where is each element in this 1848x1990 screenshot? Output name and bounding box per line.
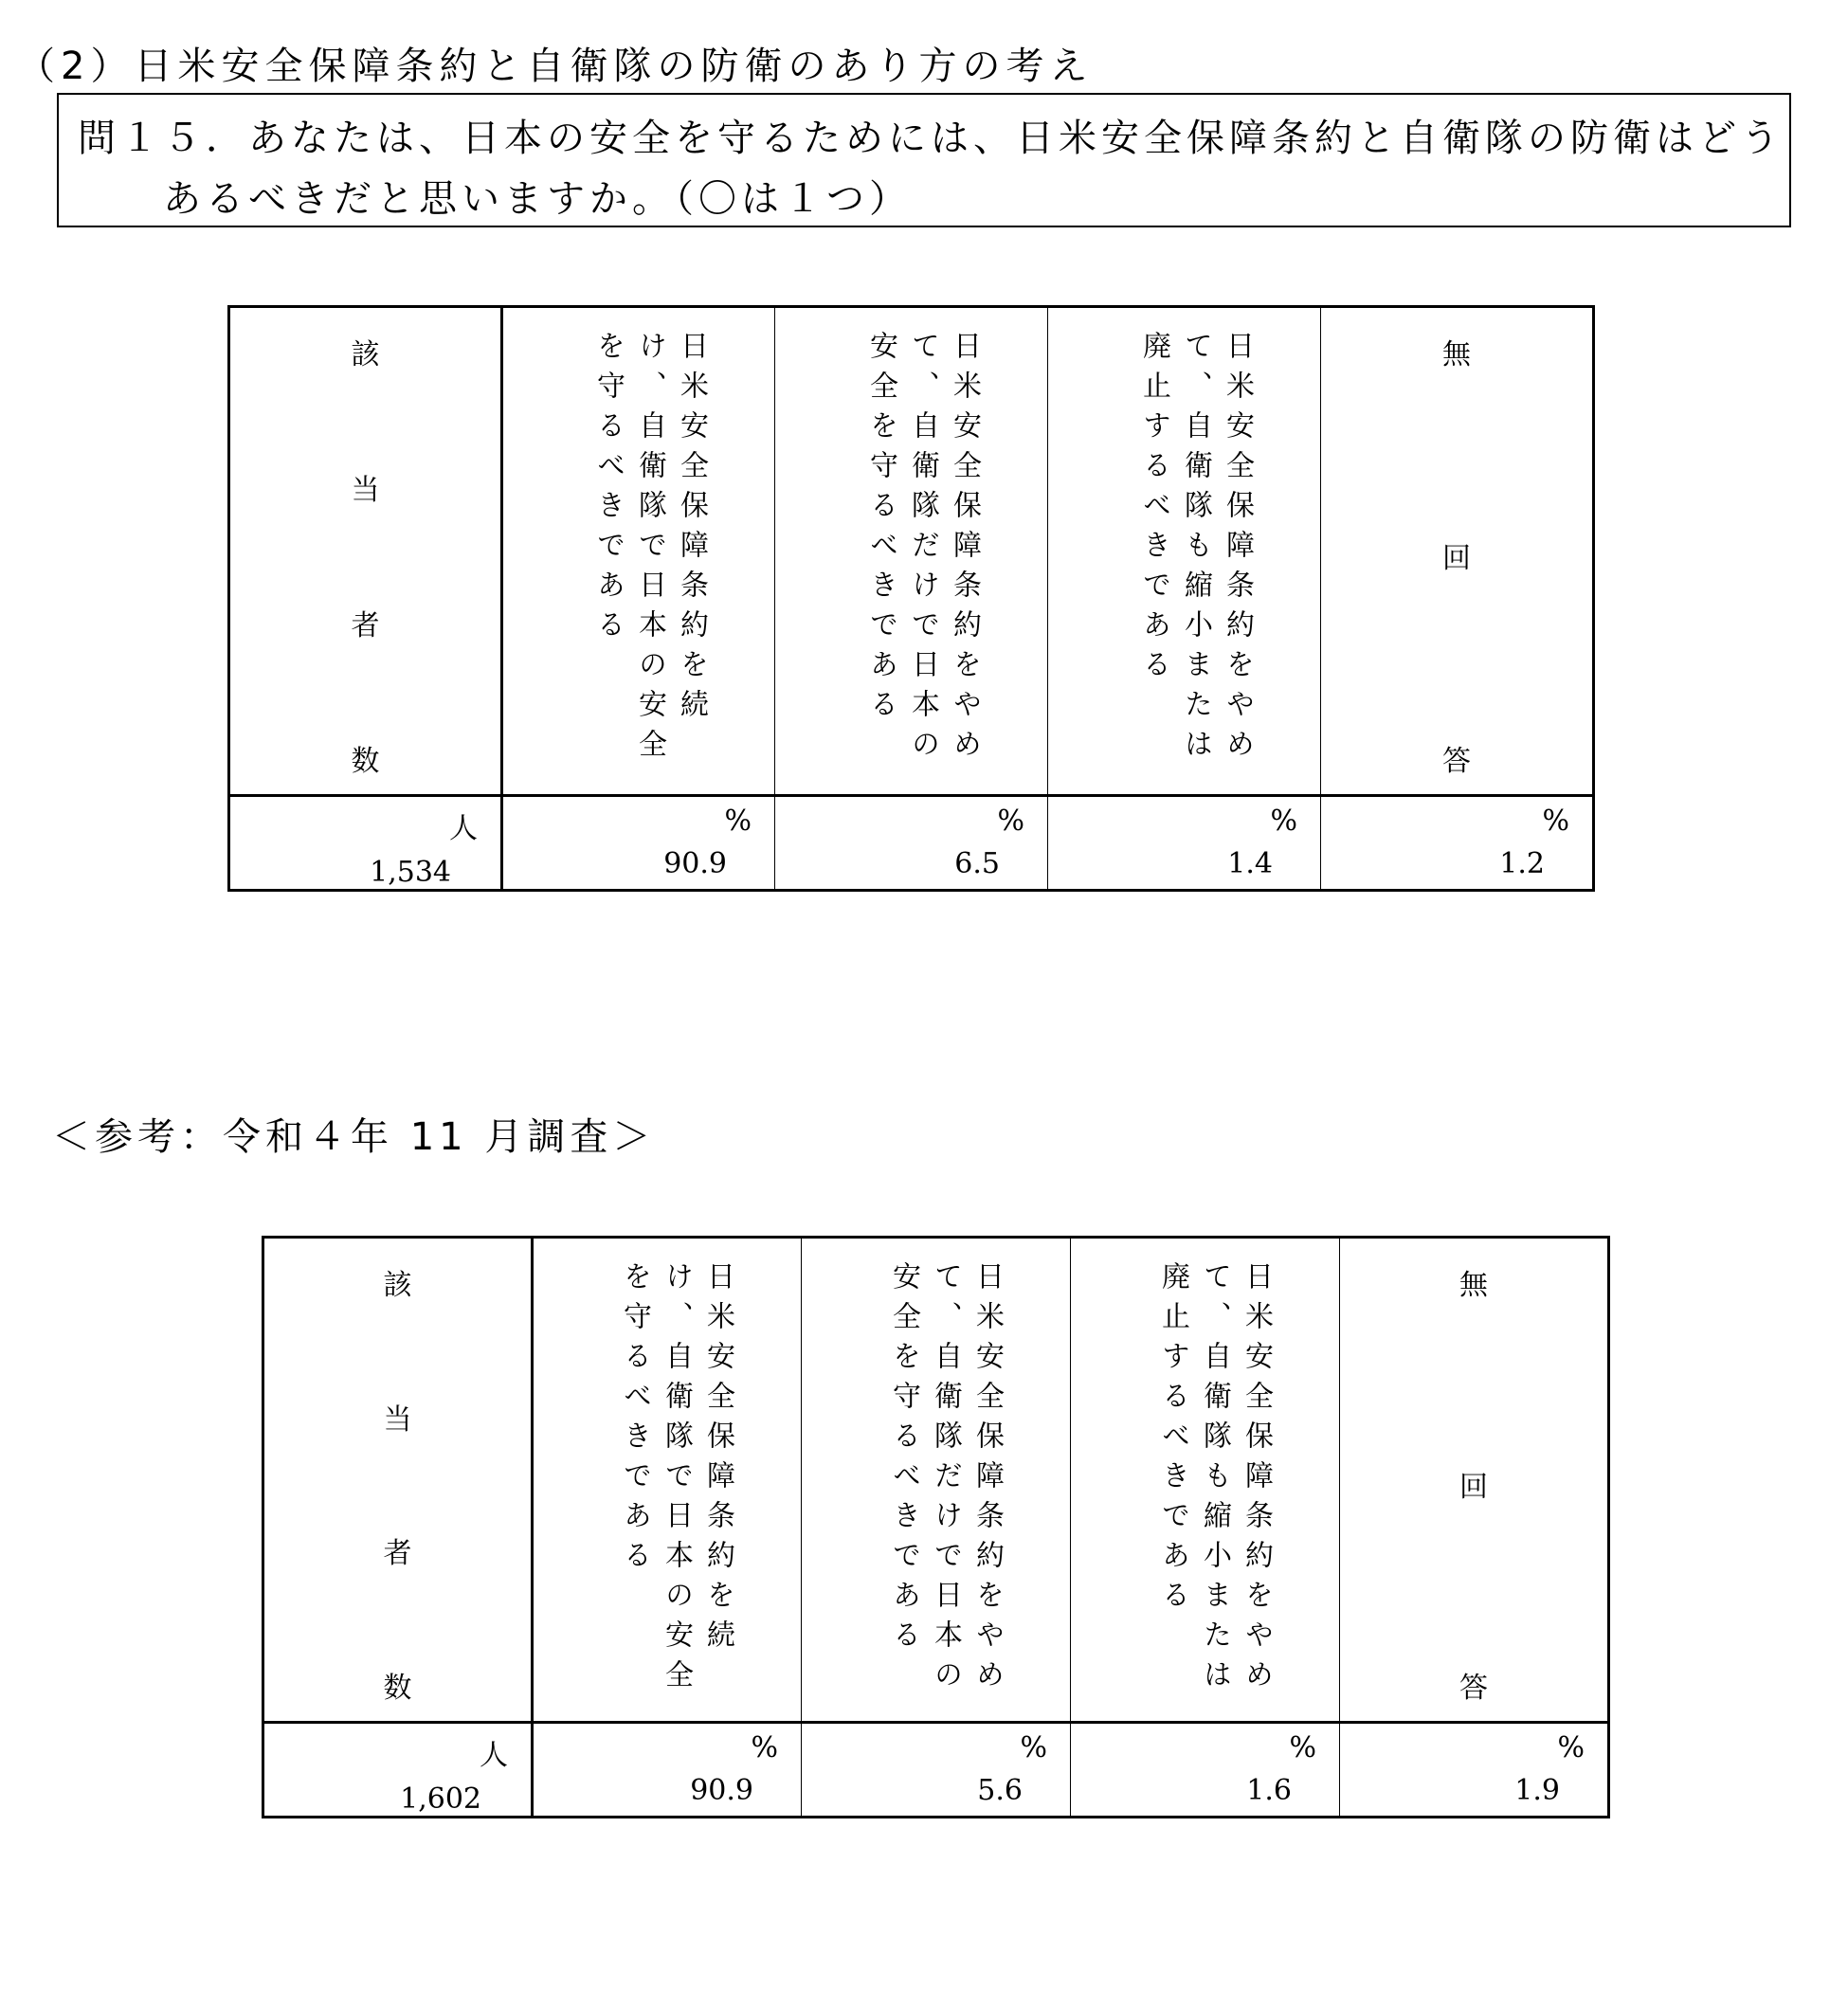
value-no-answer: 1.2 [1499,847,1545,880]
value-respondents: 1,602 [400,1782,481,1816]
unit-percent: % [1557,1731,1585,1764]
header-option-continue-treaty [533,1238,802,1723]
reference-title: ＜参考：令和４年 11 月調査＞ [52,1115,656,1159]
header-option-label: 日米安全保障条約をやめて、自衛隊も縮小または廃止するべきである [1137,331,1254,769]
section-title: （2）日米安全保障条約と自衛隊の防衛のあり方の考え [17,45,1094,88]
unit-percent: % [1270,805,1297,838]
cell-option2 [775,796,1048,891]
value-respondents: 1,534 [370,856,451,889]
header-option-sdf-only [802,1238,1071,1723]
header-respondents-char: 当 [383,1402,412,1437]
results-table-current [227,305,1595,892]
header-respondents-char: 数 [351,745,380,778]
unit-people: 人 [480,1739,508,1772]
value-option3: 1.4 [1227,847,1273,880]
question-line-1: 問１５．あなたは、日本の安全を守るためには、日米安全保障条約と自衛隊の防衛はどう [78,117,1784,160]
unit-percent: % [1542,805,1569,838]
cell-option1 [533,1723,802,1818]
header-no-answer-char: 答 [1459,1672,1488,1705]
header-option-abolish [1048,307,1321,796]
cell-option3 [1048,796,1321,891]
header-no-answer-char: 答 [1442,745,1471,778]
unit-percent: % [724,805,752,838]
header-no-answer-char: 無 [1459,1269,1488,1302]
header-option-continue-treaty [502,307,775,796]
unit-percent: % [751,1731,778,1764]
cell-option1 [502,796,775,891]
header-respondents [263,1238,533,1723]
cell-no-answer [1321,796,1594,891]
header-option-label: 日米安全保障条約を続け、自衛隊で日本の安全を守るべきである [618,1261,734,1699]
unit-percent: % [997,805,1024,838]
cell-option3 [1071,1723,1340,1818]
results-table-reference [262,1236,1610,1818]
header-option-label: 日米安全保障条約をやめて、自衛隊だけで日本の安全を守るべきである [864,331,981,769]
header-option-abolish [1071,1238,1340,1723]
header-no-answer-char: 回 [1459,1470,1488,1504]
unit-people: 人 [449,812,478,845]
header-respondents [229,307,502,796]
cell-respondents [229,796,502,891]
unit-percent: % [1020,1731,1047,1764]
cell-option2 [802,1723,1071,1818]
header-respondents-char: 数 [383,1671,412,1705]
value-option2: 5.6 [977,1774,1023,1807]
cell-respondents [263,1723,533,1818]
header-no-answer-char: 無 [1442,338,1471,371]
header-respondents-char: 該 [351,338,380,371]
header-no-answer [1340,1238,1609,1723]
header-respondents-char: 当 [351,474,380,507]
unit-percent: % [1289,1731,1316,1764]
value-option3: 1.6 [1246,1774,1292,1807]
value-no-answer: 1.9 [1514,1774,1560,1807]
header-no-answer [1321,307,1594,796]
value-option1: 90.9 [690,1774,753,1807]
header-respondents-char: 者 [383,1537,412,1571]
header-option-label: 日米安全保障条約をやめて、自衛隊だけで日本の安全を守るべきである [887,1261,1004,1699]
header-option-label: 日米安全保障条約を続け、自衛隊で日本の安全を守るべきである [591,331,708,769]
header-respondents-char: 該 [383,1269,412,1302]
header-option-sdf-only [775,307,1048,796]
value-option2: 6.5 [954,847,1000,880]
question-box [57,93,1791,227]
cell-no-answer [1340,1723,1609,1818]
header-no-answer-char: 回 [1442,541,1471,575]
header-respondents-char: 者 [351,609,380,642]
value-option1: 90.9 [663,847,727,880]
question-line-2: あるべきだと思いますか。（〇は１つ） [163,177,912,221]
header-option-label: 日米安全保障条約をやめて、自衛隊も縮小または廃止するべきである [1156,1261,1273,1699]
